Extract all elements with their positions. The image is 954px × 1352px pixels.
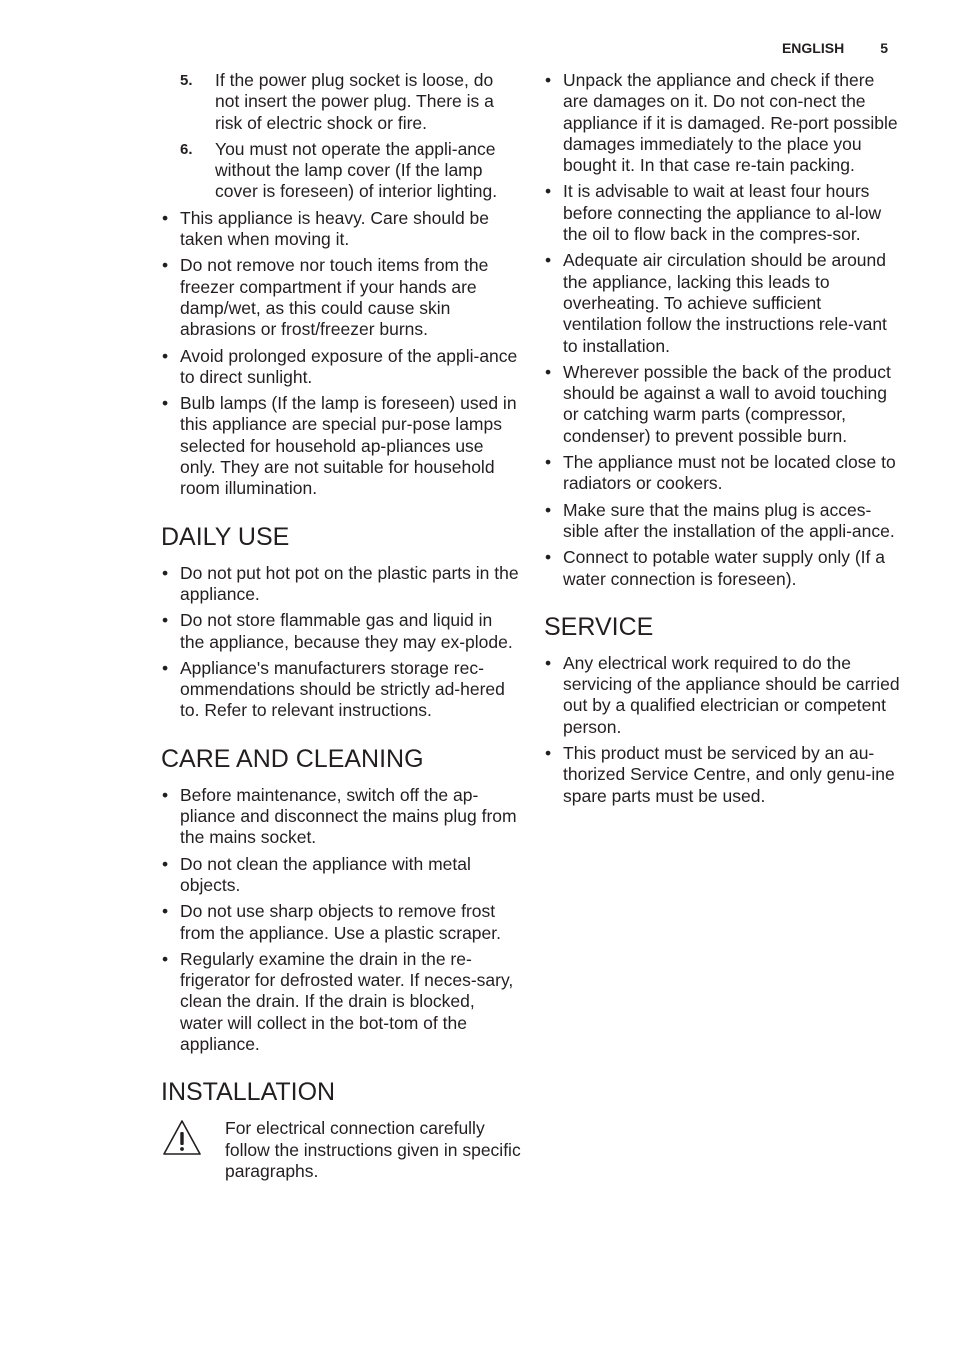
warning-triangle-icon	[161, 1118, 203, 1158]
installation-warning	[161, 1118, 521, 1182]
list-item: • Do not use sharp objects to remove frost from the appliance. Use a plastic scraper.	[161, 901, 521, 944]
list-item: • This appliance is heavy. Care should be taken when moving it.	[161, 208, 521, 251]
daily-use-list	[161, 563, 521, 722]
list-item: • Regularly examine the drain in the re-frigerator for defrosted water. If neces-sary, clean the drain. If the drain is blocked, water will collect in the bot-tom of the appliance.	[161, 949, 521, 1055]
right-column	[544, 70, 900, 812]
left-column	[161, 70, 521, 1182]
item-number: 5.	[180, 72, 193, 89]
list-item: • Adequate air circulation should be around the appliance, lacking this leads to overheating. To achieve sufficient ventilation follow the instructions rele-vant to installation.	[544, 250, 900, 356]
section-heading-daily-use: DAILY USE	[161, 522, 290, 551]
list-item: • It is advisable to wait at least four hours before connecting the appliance to al-low the oil to flow back in the compres-sor.	[544, 181, 900, 245]
list-item: • Appliance's manufacturers storage rec-ommendations should be strictly ad-hered to. Refer to relevant instructions.	[161, 658, 521, 722]
list-item: • Make sure that the mains plug is acces-sible after the installation of the appli-ance.	[544, 500, 900, 543]
care-list	[161, 785, 521, 1056]
page-number: 5	[880, 40, 888, 56]
section-heading-service: SERVICE	[544, 612, 654, 641]
list-item: • Do not clean the appliance with metal objects.	[161, 854, 521, 897]
item-text: You must not operate the appli-ance without the lamp cover (If the lamp cover is foreseen) of interior lighting.	[215, 138, 498, 202]
list-item: • This product must be serviced by an au-thorized Service Centre, and only genu-ine spare parts must be used.	[544, 743, 900, 807]
warning-text: For electrical connection carefully follow the instructions given in specific paragraphs.	[225, 1118, 521, 1181]
page-header	[782, 40, 888, 56]
list-item	[180, 70, 521, 134]
list-item: • Bulb lamps (If the lamp is foreseen) used in this appliance are special pur-pose lamps selected for household ap-pliances use only. They are not suitable for household room illumination.	[161, 393, 521, 499]
service-list	[544, 653, 900, 807]
list-item: • Do not store flammable gas and liquid in the appliance, because they may ex-plode.	[161, 610, 521, 653]
item-text: If the power plug socket is loose, do not insert the power plug. There is a risk of electric shock or fire.	[215, 70, 494, 133]
installation-list	[544, 70, 900, 590]
list-item: • Do not remove nor touch items from the freezer compartment if your hands are damp/wet, as this could cause skin abrasions or frost/freezer burns.	[161, 255, 521, 340]
list-item: • Unpack the appliance and check if there are damages on it. Do not con-nect the appliance if it is damaged. Re-port possible damages immediately to the place you bought it. In that case re-tain packing.	[544, 70, 900, 176]
list-item: • Any electrical work required to do the servicing of the appliance should be carried out by a qualified electrician or competent person.	[544, 653, 900, 738]
list-item: • Wherever possible the back of the product should be against a wall to avoid touching or catching warm parts (compressor, condenser) to prevent possible burn.	[544, 362, 900, 447]
item-number: 6.	[180, 140, 193, 158]
section-heading-installation: INSTALLATION	[161, 1078, 336, 1107]
language-label: ENGLISH	[781, 40, 845, 56]
list-item: • Do not put hot pot on the plastic parts in the appliance.	[161, 563, 521, 606]
list-item: • Avoid prolonged exposure of the appli-ance to direct sunlight.	[161, 346, 521, 389]
safety-bullet-list	[161, 208, 521, 500]
list-item: • Before maintenance, switch off the ap-pliance and disconnect the mains plug from the mains socket.	[161, 785, 521, 849]
section-heading-care-and-cleaning: CARE AND CLEANING	[161, 744, 424, 773]
list-item	[180, 139, 521, 203]
list-item: • The appliance must not be located close to radiators or cookers.	[544, 452, 900, 495]
numbered-list	[161, 70, 521, 203]
list-item: • Connect to potable water supply only (If a water connection is foreseen).	[544, 547, 900, 590]
